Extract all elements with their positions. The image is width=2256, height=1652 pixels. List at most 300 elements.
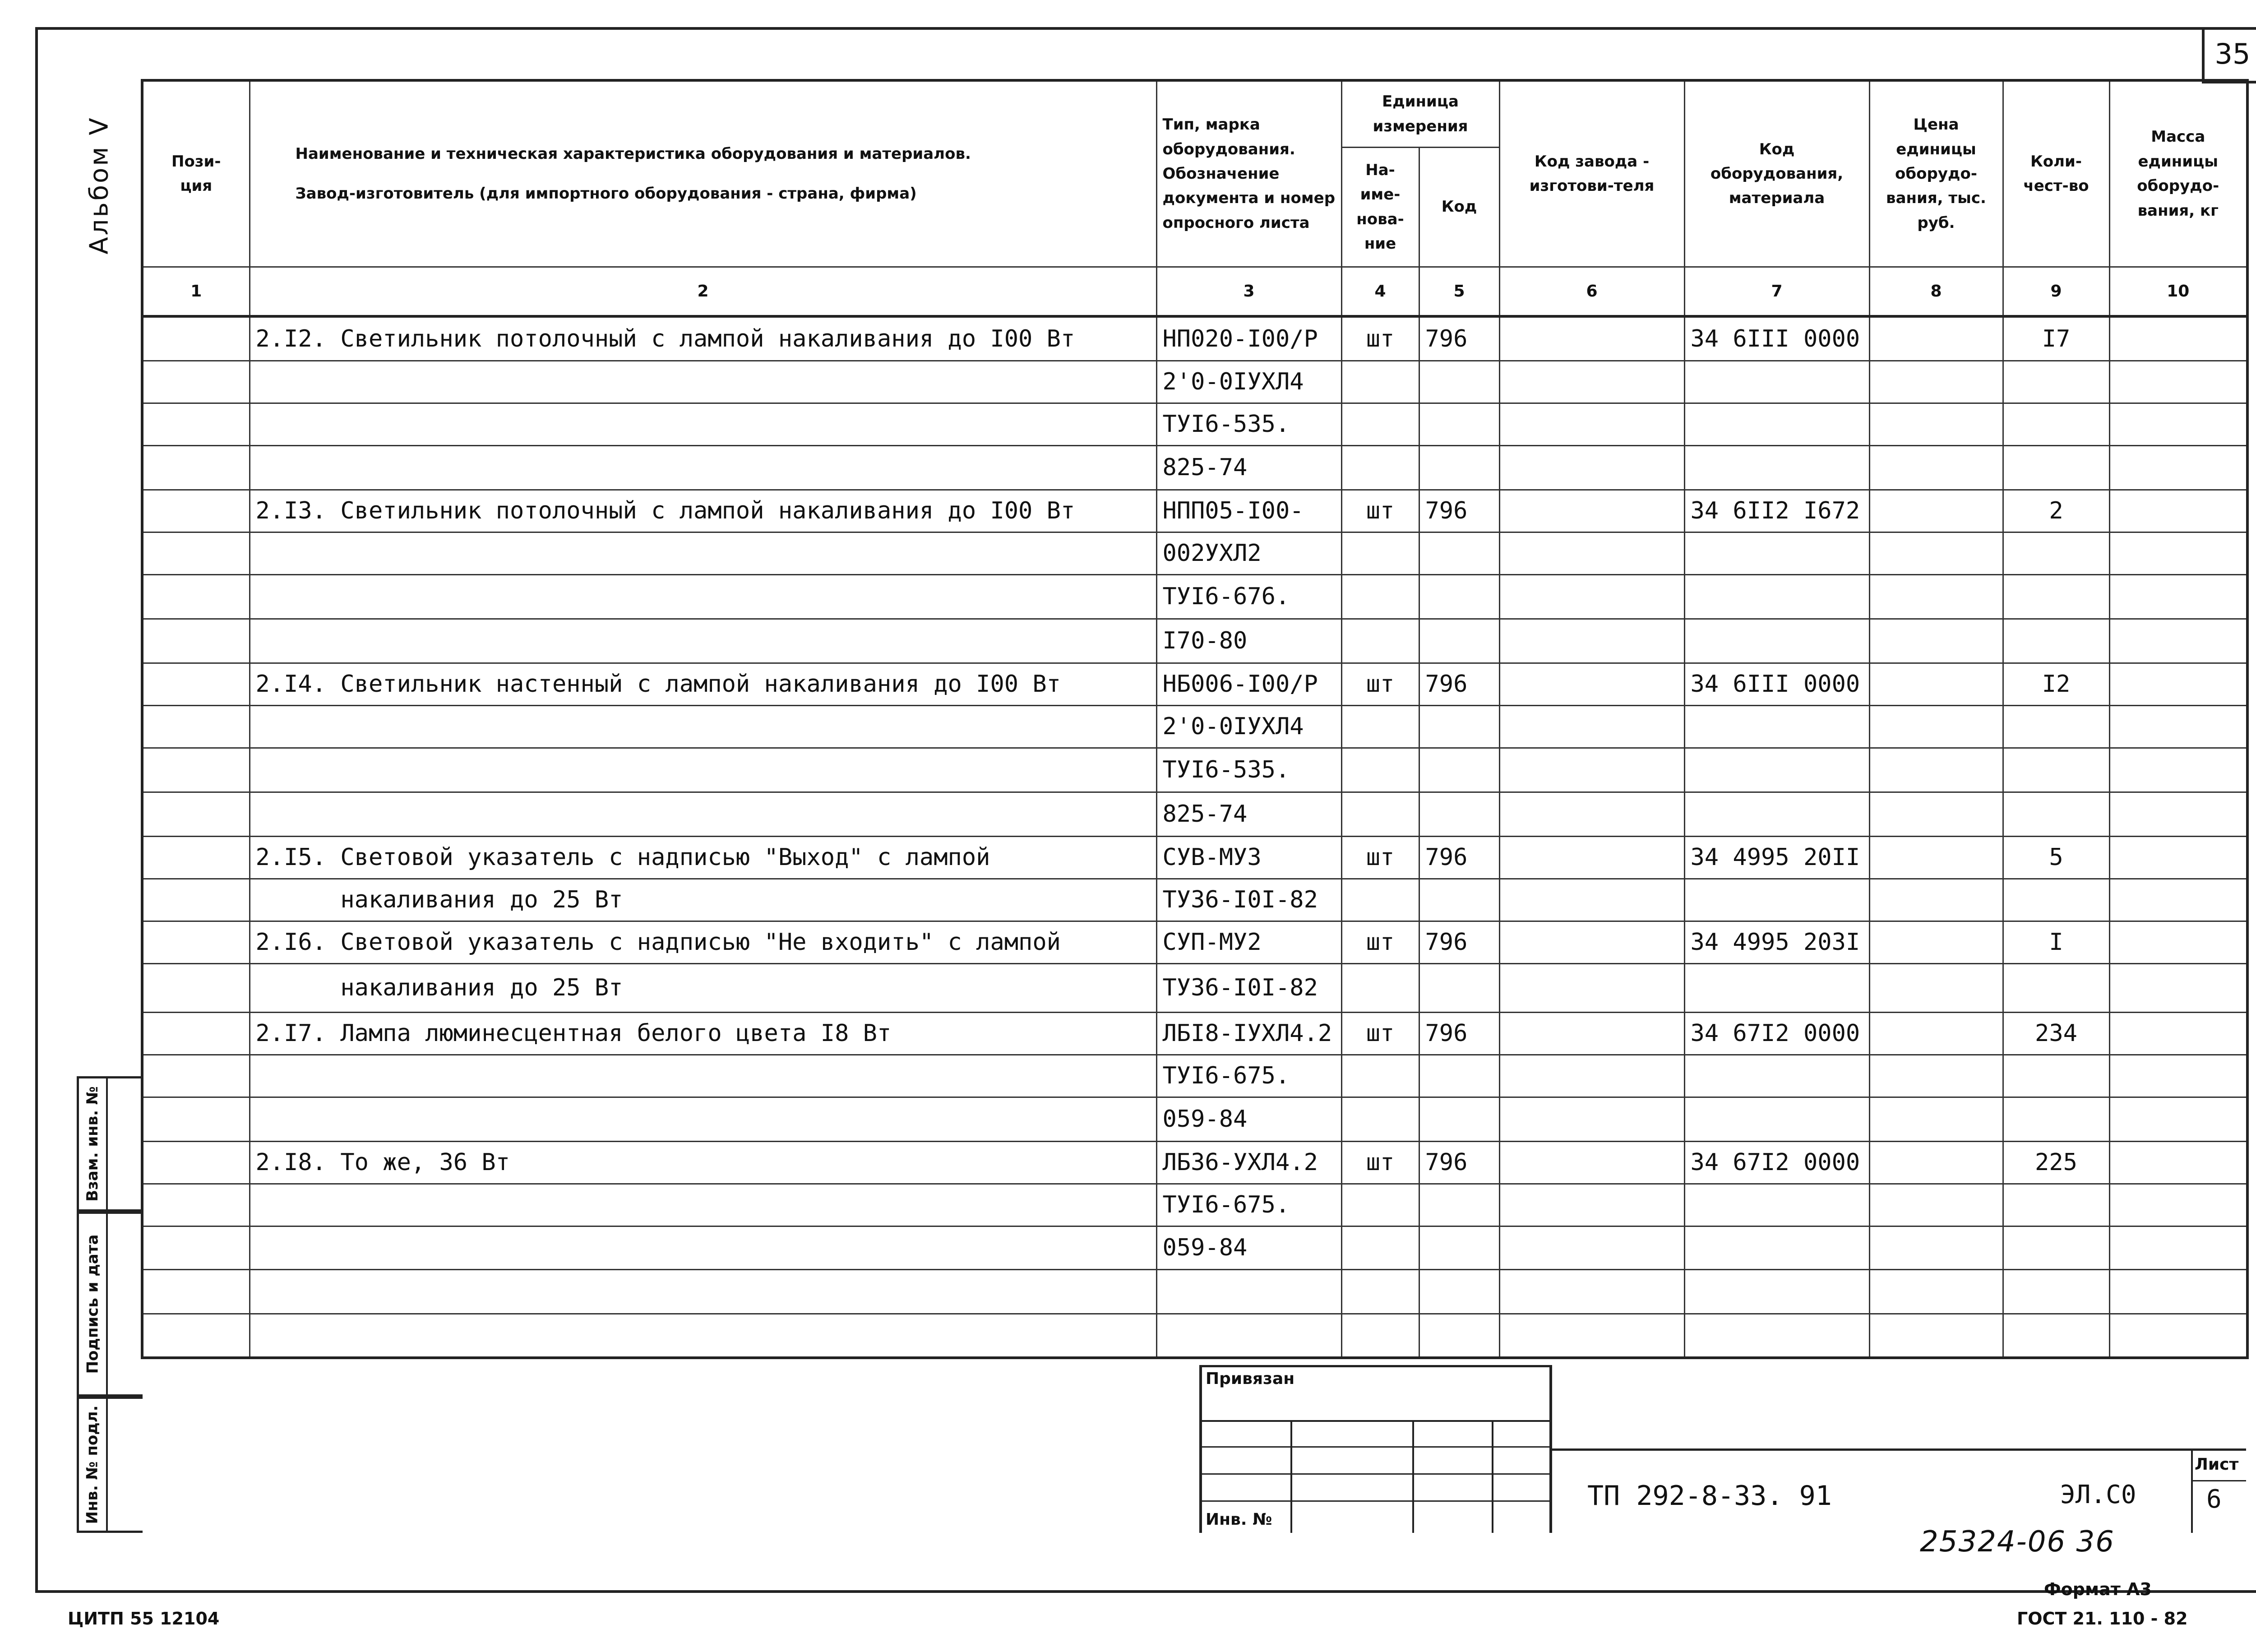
row-material-code	[1684, 792, 1869, 836]
row-position	[142, 445, 250, 490]
row-material-code	[1684, 1314, 1869, 1358]
row-name: 2.I2. Светильник потолочный с лампой накаливания до I00 Вт	[250, 316, 1156, 361]
row-mass	[2109, 619, 2247, 663]
citp-label: ЦИТП 55 12104	[68, 1609, 220, 1629]
gost-label: ГОСТ 21. 110 - 82	[2017, 1609, 2188, 1629]
row-mass	[2109, 316, 2247, 361]
row-material-code	[1684, 879, 1869, 921]
row-unit	[1341, 1055, 1419, 1097]
row-name	[250, 1314, 1156, 1358]
row-unit	[1341, 532, 1419, 574]
row-quantity	[2003, 361, 2109, 403]
row-material-code	[1684, 445, 1869, 490]
header-mass: Масса единицы оборудо-вания, кг	[2109, 80, 2247, 267]
row-type: НП020-I00/Р	[1156, 316, 1341, 361]
row-name	[250, 705, 1156, 748]
row-quantity: I7	[2003, 316, 2109, 361]
row-unit: шт	[1341, 316, 1419, 361]
row-unit	[1341, 361, 1419, 403]
row-position	[142, 1226, 250, 1269]
header-name: Наименование и техническая характеристика оборудования и материалов. Завод-изготовитель (для импортного оборудования - страна, фирма)	[250, 80, 1156, 267]
row-name	[250, 748, 1156, 792]
row-mass	[2109, 361, 2247, 403]
row-unit: шт	[1341, 663, 1419, 705]
header-material-code: Код оборудования, материала	[1684, 80, 1869, 267]
row-quantity: 234	[2003, 1012, 2109, 1055]
row-type: 825-74	[1156, 445, 1341, 490]
row-price	[1869, 1097, 2003, 1141]
row-quantity	[2003, 792, 2109, 836]
row-price	[1869, 1012, 2003, 1055]
row-name: 2.I5. Световой указатель с надписью "Выход" с лампой	[250, 836, 1156, 879]
row-quantity	[2003, 1184, 2109, 1226]
header-quantity: Коли-чест-во	[2003, 80, 2109, 267]
row-price	[1869, 619, 2003, 663]
column-number: 4	[1341, 267, 1419, 316]
row-unit	[1341, 1226, 1419, 1269]
row-factory-code	[1499, 490, 1684, 532]
row-mass	[2109, 1226, 2247, 1269]
table-row	[142, 1314, 2247, 1358]
header-unit-code: Код	[1419, 147, 1499, 267]
row-unit-code	[1419, 619, 1499, 663]
row-unit-code	[1419, 1184, 1499, 1226]
row-position	[142, 748, 250, 792]
row-name	[250, 403, 1156, 445]
row-position	[142, 921, 250, 963]
row-factory-code	[1499, 921, 1684, 963]
row-unit-code	[1419, 1097, 1499, 1141]
row-position	[142, 532, 250, 574]
row-type: ТУ36-I0I-82	[1156, 963, 1341, 1012]
row-unit	[1341, 619, 1419, 663]
row-name	[250, 1184, 1156, 1226]
row-name: 2.I8. То же, 36 Вт	[250, 1141, 1156, 1184]
row-material-code	[1684, 963, 1869, 1012]
row-type: 059-84	[1156, 1097, 1341, 1141]
row-unit	[1341, 1097, 1419, 1141]
row-quantity: 225	[2003, 1141, 2109, 1184]
row-name	[250, 574, 1156, 619]
column-number: 2	[250, 267, 1156, 316]
column-number: 8	[1869, 267, 2003, 316]
row-price	[1869, 532, 2003, 574]
row-unit	[1341, 792, 1419, 836]
row-quantity	[2003, 1226, 2109, 1269]
row-factory-code	[1499, 879, 1684, 921]
row-mass	[2109, 963, 2247, 1012]
row-type: 059-84	[1156, 1226, 1341, 1269]
row-unit-code: 796	[1419, 490, 1499, 532]
sheet-number: 35	[2202, 27, 2256, 83]
row-name: 2.I3. Светильник потолочный с лампой накаливания до I00 Вт	[250, 490, 1156, 532]
row-unit	[1341, 574, 1419, 619]
row-price	[1869, 490, 2003, 532]
row-quantity: I	[2003, 921, 2109, 963]
row-unit: шт	[1341, 921, 1419, 963]
row-type: ТУI6-675.	[1156, 1184, 1341, 1226]
inv-no-label: Инв. №	[1206, 1510, 1272, 1529]
row-price	[1869, 705, 2003, 748]
row-price	[1869, 663, 2003, 705]
row-position	[142, 836, 250, 879]
row-price	[1869, 403, 2003, 445]
row-material-code: 34 6II2 I672	[1684, 490, 1869, 532]
table-row	[142, 403, 2247, 445]
row-name	[250, 1055, 1156, 1097]
row-name: 2.I6. Световой указатель с надписью "Не входить" с лампой	[250, 921, 1156, 963]
row-material-code: 34 4995 203I	[1684, 921, 1869, 963]
row-factory-code	[1499, 792, 1684, 836]
table-row	[142, 1055, 2247, 1097]
row-quantity	[2003, 705, 2109, 748]
row-name	[250, 1226, 1156, 1269]
column-number: 3	[1156, 267, 1341, 316]
header-type: Тип, марка оборудования. Обозначение документа и номер опросного листа	[1156, 80, 1341, 267]
row-mass	[2109, 836, 2247, 879]
row-quantity	[2003, 1314, 2109, 1358]
row-mass	[2109, 1012, 2247, 1055]
row-factory-code	[1499, 316, 1684, 361]
table-row	[142, 490, 2247, 532]
row-mass	[2109, 921, 2247, 963]
row-unit: шт	[1341, 490, 1419, 532]
row-mass	[2109, 445, 2247, 490]
row-type: ЛБ36-УХЛ4.2	[1156, 1141, 1341, 1184]
row-mass	[2109, 1097, 2247, 1141]
table-row	[142, 445, 2247, 490]
row-unit: шт	[1341, 1012, 1419, 1055]
row-name: 2.I4. Светильник настенный с лампой накаливания до I00 Вт	[250, 663, 1156, 705]
row-price	[1869, 1226, 2003, 1269]
row-type: НПП05-I00-	[1156, 490, 1341, 532]
column-number: 6	[1499, 267, 1684, 316]
row-unit-code	[1419, 445, 1499, 490]
row-price	[1869, 1314, 2003, 1358]
row-position	[142, 1055, 250, 1097]
row-material-code	[1684, 619, 1869, 663]
row-material-code	[1684, 1184, 1869, 1226]
row-type	[1156, 1269, 1341, 1314]
row-position	[142, 316, 250, 361]
row-unit	[1341, 879, 1419, 921]
row-position	[142, 361, 250, 403]
row-unit-code	[1419, 792, 1499, 836]
row-type: СУП-МУ2	[1156, 921, 1341, 963]
row-unit	[1341, 1269, 1419, 1314]
row-price	[1869, 445, 2003, 490]
stamp-inv	[77, 1397, 143, 1533]
row-unit-code	[1419, 963, 1499, 1012]
row-quantity	[2003, 574, 2109, 619]
row-material-code	[1684, 1226, 1869, 1269]
row-position	[142, 705, 250, 748]
stamp-inv-label: Инв. № подл.	[83, 1405, 102, 1524]
row-type: ТУ36-I0I-82	[1156, 879, 1341, 921]
row-price	[1869, 963, 2003, 1012]
row-price	[1869, 921, 2003, 963]
row-position	[142, 403, 250, 445]
table-row	[142, 705, 2247, 748]
row-quantity	[2003, 879, 2109, 921]
table-row	[142, 748, 2247, 792]
row-type: I70-80	[1156, 619, 1341, 663]
row-quantity	[2003, 403, 2109, 445]
row-unit-code	[1419, 748, 1499, 792]
row-unit	[1341, 963, 1419, 1012]
header-factory-code: Код завода - изготови-теля	[1499, 80, 1684, 267]
row-type: 2'0-0IУХЛ4	[1156, 705, 1341, 748]
row-price	[1869, 361, 2003, 403]
row-factory-code	[1499, 663, 1684, 705]
row-name	[250, 619, 1156, 663]
column-number: 5	[1419, 267, 1499, 316]
row-type	[1156, 1314, 1341, 1358]
row-unit: шт	[1341, 836, 1419, 879]
row-quantity	[2003, 445, 2109, 490]
row-name: 2.I7. Лампа люминесцентная белого цвета I8 Вт	[250, 1012, 1156, 1055]
list-label: Лист	[2195, 1455, 2239, 1474]
row-factory-code	[1499, 1141, 1684, 1184]
row-unit-code: 796	[1419, 921, 1499, 963]
row-unit: шт	[1341, 1141, 1419, 1184]
row-material-code	[1684, 403, 1869, 445]
row-price	[1869, 1141, 2003, 1184]
archive-number: 25324-06 36	[1920, 1525, 2115, 1559]
row-factory-code	[1499, 836, 1684, 879]
row-mass	[2109, 403, 2247, 445]
specification-table	[141, 79, 2249, 1359]
row-price	[1869, 1055, 2003, 1097]
row-factory-code	[1499, 1012, 1684, 1055]
row-mass	[2109, 1314, 2247, 1358]
table-row	[142, 1012, 2247, 1055]
row-factory-code	[1499, 1269, 1684, 1314]
row-factory-code	[1499, 1226, 1684, 1269]
row-mass	[2109, 879, 2247, 921]
row-unit-code	[1419, 1314, 1499, 1358]
row-unit-code	[1419, 1055, 1499, 1097]
row-unit-code: 796	[1419, 663, 1499, 705]
list-value: 6	[2206, 1485, 2222, 1514]
row-quantity	[2003, 1097, 2109, 1141]
row-quantity	[2003, 748, 2109, 792]
row-mass	[2109, 792, 2247, 836]
stamp-inv-cell	[79, 1399, 108, 1531]
table-row	[142, 316, 2247, 361]
row-material-code	[1684, 748, 1869, 792]
table-row	[142, 921, 2247, 963]
section-code: ЭЛ.С0	[2060, 1480, 2136, 1509]
table-row	[142, 361, 2247, 403]
row-material-code: 34 67I2 0000	[1684, 1012, 1869, 1055]
row-position	[142, 1184, 250, 1226]
row-mass	[2109, 1055, 2247, 1097]
column-number: 9	[2003, 267, 2109, 316]
row-material-code: 34 4995 20II	[1684, 836, 1869, 879]
row-quantity	[2003, 619, 2109, 663]
table-row	[142, 836, 2247, 879]
table-row	[142, 619, 2247, 663]
row-name: накаливания до 25 Вт	[250, 879, 1156, 921]
row-mass	[2109, 574, 2247, 619]
row-unit	[1341, 1184, 1419, 1226]
row-price	[1869, 574, 2003, 619]
row-factory-code	[1499, 963, 1684, 1012]
row-mass	[2109, 1141, 2247, 1184]
row-factory-code	[1499, 445, 1684, 490]
stamp-vzam	[77, 1076, 143, 1212]
row-factory-code	[1499, 574, 1684, 619]
row-type: ТУI6-676.	[1156, 574, 1341, 619]
row-material-code	[1684, 1055, 1869, 1097]
stamp-vzam-cell	[79, 1078, 108, 1209]
row-quantity	[2003, 1269, 2109, 1314]
header-price: Цена единицы оборудо-вания, тыс. руб.	[1869, 80, 2003, 267]
header-unit: Единица измерения	[1341, 80, 1499, 147]
header-unit-name: На-име-нова-ние	[1341, 147, 1419, 267]
row-material-code	[1684, 1269, 1869, 1314]
row-material-code	[1684, 1097, 1869, 1141]
album-text: Альбом V	[84, 116, 114, 255]
row-position	[142, 1097, 250, 1141]
row-type: ТУI6-535.	[1156, 403, 1341, 445]
row-unit-code	[1419, 574, 1499, 619]
table-row	[142, 1269, 2247, 1314]
row-unit	[1341, 1314, 1419, 1358]
row-factory-code	[1499, 1184, 1684, 1226]
row-price	[1869, 836, 2003, 879]
column-number: 7	[1684, 267, 1869, 316]
row-type: 825-74	[1156, 792, 1341, 836]
row-position	[142, 963, 250, 1012]
row-mass	[2109, 490, 2247, 532]
row-type: ЛБI8-IУХЛ4.2	[1156, 1012, 1341, 1055]
row-quantity	[2003, 963, 2109, 1012]
table-row	[142, 574, 2247, 619]
row-unit-code	[1419, 1269, 1499, 1314]
format-label: Формат А3	[2044, 1579, 2152, 1599]
row-quantity: 5	[2003, 836, 2109, 879]
row-mass	[2109, 1269, 2247, 1314]
row-unit-code: 796	[1419, 316, 1499, 361]
row-type: 002УХЛ2	[1156, 532, 1341, 574]
row-material-code: 34 6III 0000	[1684, 663, 1869, 705]
row-unit-code	[1419, 705, 1499, 748]
row-unit	[1341, 445, 1419, 490]
row-position	[142, 1314, 250, 1358]
row-material-code	[1684, 532, 1869, 574]
row-name	[250, 361, 1156, 403]
row-name: накаливания до 25 Вт	[250, 963, 1156, 1012]
row-position	[142, 490, 250, 532]
row-mass	[2109, 705, 2247, 748]
row-unit-code	[1419, 879, 1499, 921]
column-number: 1	[142, 267, 250, 316]
row-position	[142, 1012, 250, 1055]
row-mass	[2109, 748, 2247, 792]
row-position	[142, 1141, 250, 1184]
row-type: 2'0-0IУХЛ4	[1156, 361, 1341, 403]
row-unit	[1341, 748, 1419, 792]
row-factory-code	[1499, 619, 1684, 663]
row-type: ТУI6-675.	[1156, 1055, 1341, 1097]
album-label	[72, 99, 126, 271]
column-number: 10	[2109, 267, 2247, 316]
row-factory-code	[1499, 361, 1684, 403]
table-row	[142, 1141, 2247, 1184]
stamp-podpis-cell	[79, 1214, 108, 1394]
row-name	[250, 532, 1156, 574]
row-material-code	[1684, 361, 1869, 403]
row-price	[1869, 316, 2003, 361]
row-quantity	[2003, 532, 2109, 574]
header-position: Пози- ция	[142, 80, 250, 267]
row-name	[250, 1269, 1156, 1314]
row-unit-code	[1419, 403, 1499, 445]
specification-body	[142, 316, 2247, 1358]
row-material-code: 34 6III 0000	[1684, 316, 1869, 361]
stamp-vzam-label: Взам. инв. №	[83, 1086, 102, 1202]
table-row	[142, 663, 2247, 705]
row-price	[1869, 1184, 2003, 1226]
row-position	[142, 663, 250, 705]
document-code: ТП 292-8-33. 91	[1587, 1480, 1832, 1512]
row-unit-code: 796	[1419, 1012, 1499, 1055]
row-name	[250, 792, 1156, 836]
row-factory-code	[1499, 1055, 1684, 1097]
row-price	[1869, 748, 2003, 792]
stamp-podpis-label: Подпись и дата	[83, 1234, 102, 1374]
row-factory-code	[1499, 403, 1684, 445]
row-position	[142, 619, 250, 663]
row-price	[1869, 1269, 2003, 1314]
row-mass	[2109, 1184, 2247, 1226]
row-name	[250, 445, 1156, 490]
row-price	[1869, 792, 2003, 836]
stamp-podpis	[77, 1212, 143, 1397]
row-material-code	[1684, 574, 1869, 619]
row-price	[1869, 879, 2003, 921]
row-type: ТУI6-535.	[1156, 748, 1341, 792]
row-factory-code	[1499, 748, 1684, 792]
row-quantity: I2	[2003, 663, 2109, 705]
row-unit-code	[1419, 532, 1499, 574]
row-factory-code	[1499, 1097, 1684, 1141]
row-position	[142, 1269, 250, 1314]
row-type: НБ006-I00/Р	[1156, 663, 1341, 705]
row-mass	[2109, 532, 2247, 574]
row-position	[142, 879, 250, 921]
row-unit	[1341, 705, 1419, 748]
row-material-code: 34 67I2 0000	[1684, 1141, 1869, 1184]
table-row	[142, 792, 2247, 836]
row-factory-code	[1499, 1314, 1684, 1358]
table-row	[142, 532, 2247, 574]
table-row	[142, 1097, 2247, 1141]
row-quantity: 2	[2003, 490, 2109, 532]
row-unit-code	[1419, 361, 1499, 403]
row-unit-code: 796	[1419, 836, 1499, 879]
row-unit-code: 796	[1419, 1141, 1499, 1184]
table-row	[142, 1226, 2247, 1269]
table-row	[142, 879, 2247, 921]
row-factory-code	[1499, 705, 1684, 748]
row-type: СУВ-МУЗ	[1156, 836, 1341, 879]
row-position	[142, 574, 250, 619]
row-unit	[1341, 403, 1419, 445]
row-name	[250, 1097, 1156, 1141]
